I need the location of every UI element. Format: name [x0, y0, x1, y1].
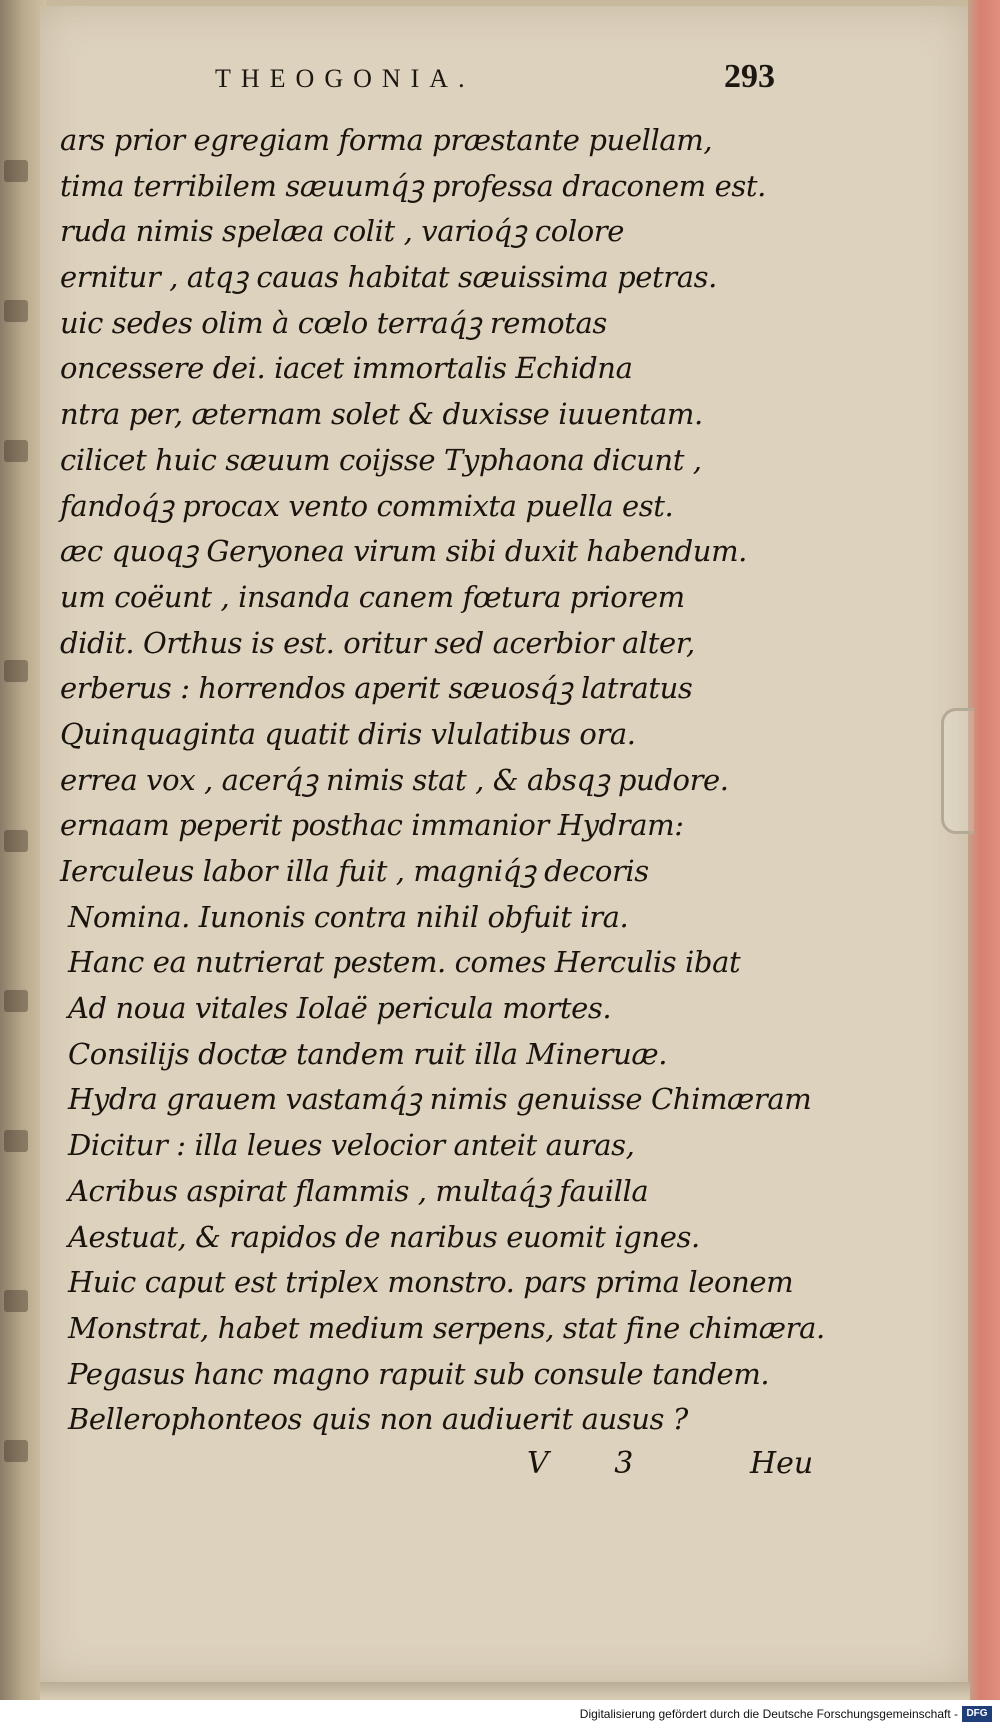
verse-line: oncessere dei. iacet immortalis Echidna — [60, 351, 633, 386]
verse-line: ntra per, æternam solet & duxisse iuuentam. — [60, 397, 703, 432]
page-edge — [968, 0, 1000, 1700]
credit-text: Digitalisierung gefördert durch die Deutsche Forschungsgemeinschaft - — [579, 1707, 958, 1721]
verse-line: ernaam peperit posthac immanior Hydram: — [60, 808, 684, 843]
dfg-logo: DFG — [962, 1706, 992, 1722]
verse-line: erberus : horrendos aperit sæuosq́ꝫ latratus — [60, 671, 693, 706]
page-clip — [941, 708, 974, 834]
verse-line: Bellerophonteos quis non audiuerit ausus ? — [68, 1402, 688, 1437]
verse-line: Quinquaginta quatit diris vlulatibus ora. — [60, 716, 636, 751]
ink-mark — [4, 440, 28, 462]
ink-mark — [4, 160, 28, 182]
verse-line: Aestuat, & rapidos de naribus euomit ignes. — [68, 1219, 700, 1254]
running-title: THEOGONIA. — [215, 64, 475, 93]
verse-line: Huic caput est triplex monstro. pars prima leonem — [68, 1265, 794, 1300]
bottom-edge — [40, 1682, 970, 1700]
ink-mark — [4, 1290, 28, 1312]
verse-line: errea vox , acerq́ꝫ nimis stat , & absqꝫ pudore. — [60, 762, 729, 797]
verse-line: Monstrat, habet medium serpens, stat fine chimæra. — [68, 1310, 825, 1345]
page-footer — [40, 1446, 1000, 1486]
credit-bar — [0, 1700, 1000, 1729]
verse-line: ernitur , atqꝫ cauas habitat sæuissima petras. — [60, 260, 717, 295]
verse-line: Pegasus hanc magno rapuit sub consule tandem. — [68, 1356, 770, 1391]
catchword: Heu — [750, 1446, 814, 1481]
verse-line: tima terribilem sæuumq́ꝫ professa draconem est. — [60, 168, 766, 203]
verse-line: ars prior egregiam forma præstante puellam, — [60, 123, 713, 157]
verse-line: um coëunt , insanda canem fœtura priorem — [60, 579, 685, 614]
verse-line: Hanc ea nutrierat pestem. comes Herculis ibat — [68, 945, 741, 980]
ink-mark — [4, 660, 28, 682]
verse-line: Ad noua vitales Iolaë pericula mortes. — [68, 991, 612, 1026]
verse-line: Acribus aspirat flammis , multaq́ꝫ fauilla — [68, 1173, 649, 1208]
verse-line: ruda nimis spelæa colit , varioq́ꝫ colore — [60, 214, 624, 249]
verse-line: Dicitur : illa leues velocior anteit auras, — [68, 1128, 635, 1163]
ink-mark — [4, 1440, 28, 1462]
verse-line: æc quoqꝫ Geryonea virum sibi duxit habendum. — [60, 534, 748, 569]
verse-line: didit. Orthus is est. oritur sed acerbior alter, — [60, 625, 695, 660]
verse-line: Consilijs doctæ tandem ruit illa Mineruæ. — [68, 1036, 668, 1071]
facing-page-margin — [0, 140, 40, 1520]
signature-mark: V 3 — [527, 1446, 662, 1481]
verse-line: Nomina. Iunonis contra nihil obfuit ira. — [68, 899, 629, 934]
ink-mark — [4, 300, 28, 322]
verse-line: cilicet huic sæuum coijsse Typhaona dicunt , — [60, 442, 702, 477]
verse-line: fandoq́ꝫ procax vento commixta puella est. — [60, 488, 674, 523]
verse-line: Ierculeus labor illa fuit , magniq́ꝫ decoris — [60, 854, 649, 888]
book-page — [40, 6, 968, 1686]
verse-text — [60, 118, 825, 1443]
verse-line: Hydra grauem vastamq́ꝫ nimis genuisse Chimæram — [68, 1082, 812, 1117]
page-number: 293 — [724, 58, 775, 95]
verse-line: uic sedes olim à cœlo terraq́ꝫ remotas — [60, 305, 607, 340]
ink-mark — [4, 990, 28, 1012]
ink-mark — [4, 1130, 28, 1152]
ink-mark — [4, 830, 28, 852]
page-header — [215, 58, 775, 104]
